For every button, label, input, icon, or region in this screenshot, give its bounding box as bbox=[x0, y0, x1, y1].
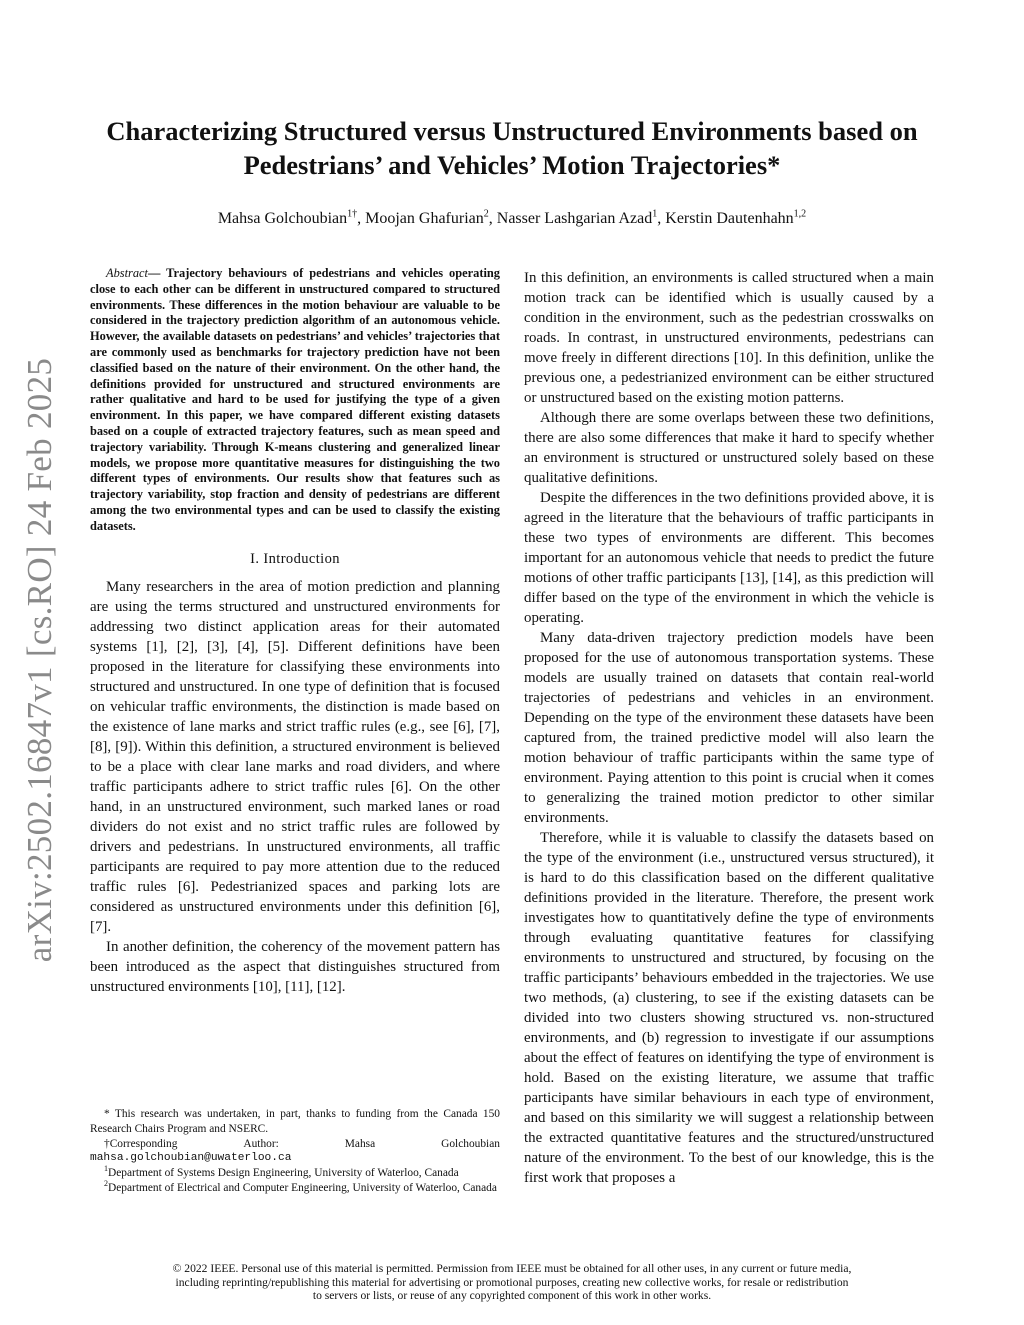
copyright-line: © 2022 IEEE. Personal use of this material is permitted. Permission from IEEE must be obtained for all other uses, in any current or future media, bbox=[172, 1262, 852, 1275]
abstract-label: Abstract bbox=[106, 266, 148, 280]
copyright-line: including reprinting/republishing this material for advertising or promotional purposes, creating new collective works, for resale or redistribution bbox=[175, 1275, 849, 1289]
corresponding-author-footnote bbox=[90, 1137, 500, 1152]
author-name: Kerstin Dautenhahn bbox=[665, 210, 794, 227]
arxiv-identifier-text: arXiv:2502.16847v1 [cs.RO] 24 Feb 2025 bbox=[20, 357, 59, 963]
affiliation-footnote-2: $^2$Department of Electrical and Computer Engineering, University of Waterloo, Canada bbox=[104, 1179, 497, 1194]
corr-last-name: Golchoubian bbox=[441, 1137, 500, 1150]
section-heading-introduction: I. Introduction bbox=[250, 550, 340, 567]
corr-author-label: Author: bbox=[243, 1137, 279, 1150]
body-paragraph: Therefore, while it is valuable to classify the datasets based on the type of the environment (i.e., unstructured versus structured), it is hard to do this classification based on the different qualitative definitions provided in the literature. Therefore, the present work investigates how to quantitatively define the type of environments through evaluating quantitative features for classifying environments to unstructured and structured, by focusing on the traffic participants’ behaviours embedded in the trajectories. We use two methods, (a) clustering, to see if the existing datasets can be divided into two clusters showing structured vs. non-structured environments, and (b) regression to investigate if our assumptions about the effect of features on identifying the type of environment is hold. Based on the existing literature, we assume that traffic participants have similar behaviours in each type of environment, and based on this similarity we will suggest a relationship between the extracted quantitative features and the structured/unstructured nature of the environment. To the best of our knowledge, this is the first work that proposes a bbox=[524, 830, 934, 1186]
abstract-text: — Trajectory behaviours of pedestrians and vehicles operating close to each other can be different in unstructured compared to structured environments. These differences in the motion behaviour are valuable to be considered in the trajectory prediction algorithm of an autonomous vehicle. However, the available datasets on pedestrians’ and vehicles’ trajectories that are commonly used as benchmarks for trajectory prediction have not been classified based on the nature of their environment. On the other hand, the definitions provided for unstructured and structured environments are rather qualitative and hard to be used for justifying the type of a given environment. In this paper, we have compared different existing datasets based on a couple of extracted trajectory features, such as mean speed and trajectory variability. Through K-means clustering and generalized linear models, we propose more quantitative measures for distinguishing the two different types of environments. Our results show that features such as trajectory variability, stop fraction and density of pedestrians are different among the two environmental types and can be used to classify the existing datasets. bbox=[90, 266, 500, 533]
title-line-2: Pedestrians’ and Vehicles’ Motion Trajectories* bbox=[243, 150, 781, 180]
author-list: Mahsa Golchoubian$^{1\dagger}$, Moojan Ghafurian$^2$, Nasser Lashgarian Azad$^1$, Kerstin Dautenhahn$^{1,2}$ bbox=[217, 208, 807, 227]
body-paragraph: Many researchers in the area of motion prediction and planning are using the terms structured and unstructured environments for addressing two distinct application areas for their automated systems [1], [2], [3], [4], [5]. Different definitions have been proposed in the literature for classifying these environments into structured and unstructured. In one type of definition that is focused on vehicular traffic environments, the distinction is made based on the existence of lane marks and strict traffic rules (e.g., see [6], [7], [8], [9]). Within this definition, a structured environment is believed to be a place with clear lane marks and road dividers, and where traffic participants adhere to strict traffic rules [6]. On the other hand, in an unstructured environment, such marked lanes or road dividers do not exist and no strict traffic rules are followed by drivers and pedestrians. In unstructured environments, all traffic participants are required to pay more attention due to the reduced traffic rules [6]. Pedestrianized spaces and parking lots are considered as unstructured environments under this definition [6], [7]. bbox=[90, 578, 500, 935]
body-paragraph: Although there are some overlaps between these two definitions, there are also some differences that make it hard to specify whether an environment is structured or unstructured solely based on these qualitative definitions. bbox=[524, 410, 934, 486]
copyright-line: to servers or lists, or reuse of any copyrighted component of this work in other works. bbox=[312, 1289, 712, 1302]
abstract bbox=[90, 266, 500, 535]
left-column bbox=[90, 266, 500, 997]
copyright-notice bbox=[95, 1262, 929, 1303]
body-paragraph: Despite the differences in the two definitions provided above, it is agreed in the literature that the behaviours of traffic participants in these two types of environments are different. This becomes important for an autonomous vehicle that needs to predict the future motions of other traffic participants [13], [14], as this prediction will differ based on the type of the environment in which the vehicle is operating. bbox=[524, 490, 934, 626]
body-paragraph: In this definition, an environments is called structured when a main motion track can be identified which is usually caused by a condition in the environment, such as the pedestrian crosswalks on roads. In contrast, in unstructured environments, pedestrians can move freely in different directions [10]. In this definition, unlike the previous one, a pedestrianized environment can be either structured or unstructured based on the existing motion patterns. bbox=[524, 270, 934, 406]
body-paragraph: In another definition, the coherency of the movement pattern has been introduced as the aspect that distinguishes structured from unstructured environments [10], [11], [12]. bbox=[90, 938, 500, 995]
right-column bbox=[524, 268, 934, 1188]
footnotes bbox=[90, 1107, 500, 1196]
author-affiliation: 1 bbox=[652, 208, 658, 220]
author-name: Mahsa Golchoubian bbox=[217, 210, 348, 227]
author-affiliation: 1† bbox=[347, 208, 358, 220]
arxiv-identifier bbox=[8, 350, 72, 970]
body-paragraph: Many data-driven trajectory prediction models have been proposed for the use of autonomous transportation systems. These models are usually trained on datasets that contain real-world trajectories of pedestrians and vehicles in an environment. Depending on the type of the environment these datasets have been captured from, the trained predictive model will also learn the motion behaviour of traffic participants within the same type of environment. Paying attention to this point is crucial when it comes to generalizing the trained motion predictor to other similar environments. bbox=[524, 630, 934, 826]
email-link[interactable]: mahsa.golchoubian@uwaterloo.ca bbox=[90, 1152, 292, 1165]
title-line-1: Characterizing Structured versus Unstructured Environments based on bbox=[106, 116, 918, 146]
author-name: Nasser Lashgarian Azad bbox=[496, 210, 653, 227]
affiliation-footnote-1: $^1$Department of Systems Design Engineering, University of Waterloo, Canada bbox=[104, 1164, 459, 1180]
author-affiliation: 1,2 bbox=[793, 208, 807, 220]
corr-label: †Corresponding bbox=[104, 1137, 178, 1150]
author-name: Moojan Ghafurian bbox=[365, 210, 484, 227]
paper-title bbox=[80, 114, 944, 182]
corr-first-name: Mahsa bbox=[344, 1137, 376, 1150]
funding-footnote: * This research was undertaken, in part, thanks to funding from the Canada 150 Research Chairs Program and NSERC. bbox=[90, 1108, 500, 1135]
author-affiliation: 2 bbox=[483, 208, 489, 220]
